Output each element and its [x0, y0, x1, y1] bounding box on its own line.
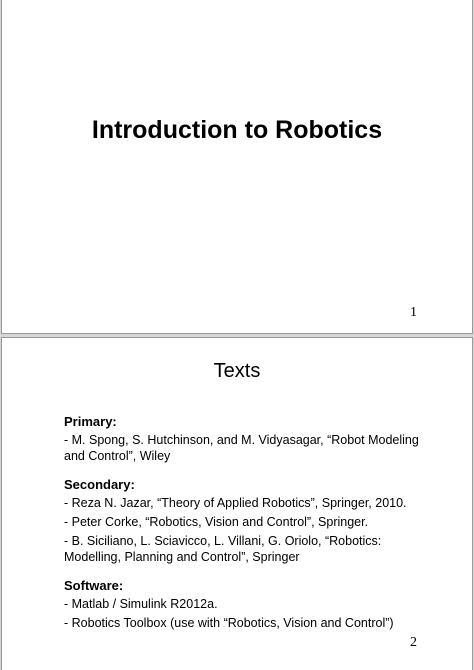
reference-entry: - Reza N. Jazar, “Theory of Applied Robotics”, Springer, 2010.	[64, 496, 407, 510]
reference-entry: - Peter Corke, “Robotics, Vision and Control”, Springer.	[64, 515, 369, 529]
secondary-section	[64, 477, 424, 565]
slide-page-2	[1, 337, 473, 670]
software-entry: - Robotics Toolbox (use with “Robotics, Vision and Control”)	[64, 616, 394, 630]
page-number: 2	[410, 635, 417, 650]
section-heading: Software:	[64, 578, 124, 593]
page-number: 1	[410, 305, 417, 320]
reference-entry: - M. Spong, S. Hutchinson, and M. Vidyasagar, “Robot Modeling and Control”, Wiley	[64, 433, 419, 463]
primary-section	[64, 414, 424, 464]
slide-content	[64, 414, 424, 644]
slide-page-1	[1, 0, 473, 334]
section-heading: Primary:	[64, 414, 117, 429]
reference-entry: - B. Siciliano, L. Sciavicco, L. Villani, G. Oriolo, “Robotics: Modelling, Planning and Control”, Springer	[64, 534, 382, 564]
section-heading: Secondary:	[64, 477, 135, 492]
software-section	[64, 578, 424, 631]
slide-title: Texts	[213, 360, 261, 382]
software-entry: - Matlab / Simulink R2012a.	[64, 597, 218, 611]
slide-title: Introduction to Robotics	[91, 116, 383, 144]
